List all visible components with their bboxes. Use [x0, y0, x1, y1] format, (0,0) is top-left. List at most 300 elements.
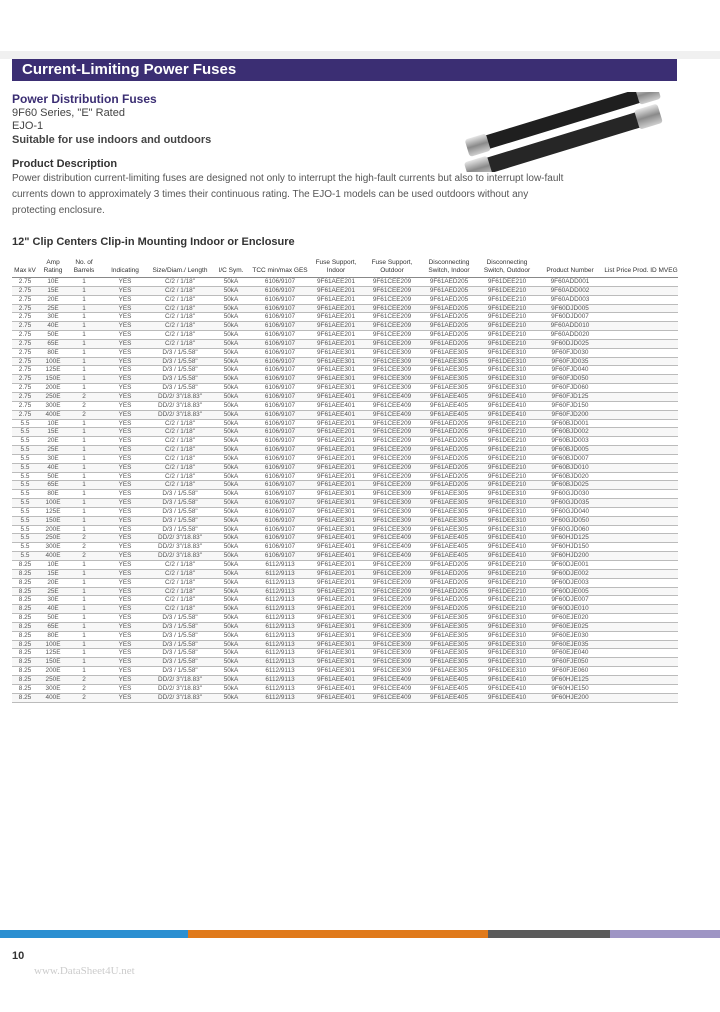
table-cell: 50kA — [223, 392, 239, 400]
table-cell: 6112/9113 — [265, 684, 295, 692]
table-cell: 9F61AEE201 — [316, 304, 356, 312]
table-cell: 50kA — [223, 286, 239, 294]
table-cell: 9F60EJE020 — [551, 614, 589, 622]
table-cell: 5.5 — [20, 525, 30, 533]
table-cell: 50kA — [223, 322, 239, 330]
table-cell: YES — [118, 446, 132, 454]
table-cell: 1 — [82, 446, 86, 454]
table-cell: 9F61DEE210 — [487, 463, 527, 471]
table-cell: DD/2/ 3"/18.83" — [158, 684, 202, 692]
table-cell: DD/2/ 3"/18.83" — [158, 410, 202, 418]
table-cell: 9F61AEE301 — [316, 516, 356, 524]
price-cell — [604, 331, 678, 339]
table-cell: C/2 / 1/18" — [165, 313, 195, 321]
table-cell: 9F61AEE305 — [429, 348, 469, 356]
table-cell: 8.25 — [18, 658, 32, 666]
table-cell: 125E — [45, 366, 61, 374]
table-cell: 9F60ADD010 — [550, 322, 590, 330]
table-cell: 6106/9107 — [264, 472, 296, 480]
table-cell: 9F60FJE060 — [551, 667, 589, 675]
table-cell: 250E — [45, 675, 61, 683]
table-cell: 9F61DEE410 — [487, 392, 527, 400]
table-cell: 65E — [47, 481, 59, 489]
table-cell: 2.75 — [18, 375, 32, 383]
table-cell: 8.25 — [18, 605, 32, 613]
price-cell — [604, 534, 678, 542]
table-cell: 9F60DJD025 — [551, 339, 589, 347]
table-cell: 9F61CEE309 — [372, 640, 412, 648]
table-cell: 6106/9107 — [264, 516, 296, 524]
table-row — [12, 534, 678, 543]
price-cell — [604, 411, 678, 419]
table-cell: 8.25 — [18, 614, 32, 622]
table-cell: 9F61CEE309 — [372, 658, 412, 666]
table-cell: YES — [118, 675, 132, 683]
table-cell: 9F60FJD150 — [551, 401, 589, 409]
table-cell: 50kA — [223, 614, 239, 622]
table-cell: 9F60BJD002 — [551, 428, 589, 436]
table-cell: 1 — [82, 561, 86, 568]
table-cell: 6106/9107 — [264, 357, 296, 365]
table-cell: 1 — [82, 499, 86, 507]
table-cell: 9F61CEE209 — [372, 446, 412, 454]
table-row — [12, 632, 678, 641]
table-cell: 50kA — [223, 481, 239, 489]
table-cell: 9F60BJD001 — [551, 419, 589, 427]
table-cell: YES — [118, 667, 132, 675]
table-cell: 9F61AEE305 — [429, 357, 469, 365]
price-cell — [604, 543, 678, 551]
table-cell: 6106/9107 — [264, 463, 296, 471]
table-cell: 6106/9107 — [264, 313, 296, 321]
top-strip — [0, 51, 720, 59]
table-cell: 150E — [45, 375, 61, 383]
table-cell: 1 — [82, 331, 86, 339]
table-cell: 50kA — [223, 534, 239, 542]
table-cell: 9F61CEE309 — [372, 516, 412, 524]
table-row — [12, 658, 678, 667]
table-cell: 50kA — [223, 561, 239, 568]
table-cell: 2 — [82, 410, 86, 418]
table-row — [12, 543, 678, 552]
table-cell: 5.5 — [20, 437, 30, 445]
table-cell: 2 — [82, 534, 86, 542]
table-cell: 6112/9113 — [265, 622, 295, 630]
table-cell: C/2 / 1/18" — [165, 446, 195, 454]
table-cell: 9F61DEE310 — [487, 357, 527, 365]
table-cell: 9F61DEE410 — [487, 684, 527, 692]
table-cell: 9F61AED205 — [429, 313, 469, 321]
table-cell: 9F61DEE210 — [487, 419, 527, 427]
table-cell: 1 — [82, 463, 86, 471]
table-cell: 6106/9107 — [264, 419, 296, 427]
table-cell: 1 — [82, 313, 86, 321]
table-cell: 6106/9107 — [264, 366, 296, 374]
table-cell: 9F61CEE209 — [372, 339, 412, 347]
table-cell: 1 — [82, 286, 86, 294]
model-label: EJO-1 — [12, 120, 44, 132]
specs-table — [12, 252, 678, 703]
table-cell: YES — [118, 569, 132, 577]
table-cell: 25E — [47, 446, 59, 454]
table-cell: 9F61AED205 — [429, 437, 469, 445]
table-cell: 9F60HJE150 — [551, 684, 589, 692]
table-cell: 9F61AEE405 — [429, 401, 469, 409]
table-cell: 9F61AEE201 — [316, 578, 356, 586]
table-cell: 50kA — [223, 463, 239, 471]
table-cell: 50kA — [223, 472, 239, 480]
price-cell — [604, 526, 678, 534]
table-cell: 9F61AEE201 — [316, 331, 356, 339]
column-header: Disconnecting Switch, Indoor — [428, 259, 470, 274]
table-cell: 9F61CEE209 — [372, 587, 412, 595]
table-cell: 9F60FJD030 — [551, 348, 589, 356]
table-cell: 300E — [45, 684, 61, 692]
table-row — [12, 508, 678, 517]
table-cell: YES — [118, 596, 132, 604]
table-row — [12, 605, 678, 614]
table-cell: 9F61AED205 — [429, 428, 469, 436]
table-cell: 40E — [47, 605, 59, 613]
table-cell: 9F61CEE309 — [372, 525, 412, 533]
table-row — [12, 287, 678, 296]
table-cell: 9F61DEE210 — [487, 587, 527, 595]
table-cell: D/3 / 1/5.58" — [162, 490, 198, 498]
price-cell — [604, 676, 678, 684]
table-cell: C/2 / 1/18" — [165, 596, 195, 604]
watermark: www.DataSheet4U.net — [34, 965, 135, 977]
table-row — [12, 384, 678, 393]
column-header: List Price Prod. ID MVEG — [604, 267, 678, 274]
table-cell: 50kA — [223, 419, 239, 427]
table-cell: C/2 / 1/18" — [165, 437, 195, 445]
table-cell: DD/2/ 3"/18.83" — [158, 543, 202, 551]
table-cell: 8.25 — [18, 640, 32, 648]
section-title: Power Distribution Fuses — [12, 92, 157, 106]
table-cell: 9F61DEE210 — [487, 331, 527, 339]
table-cell: 9F60DJE007 — [551, 596, 589, 604]
table-cell: 9F60DJE010 — [551, 605, 589, 613]
table-row — [12, 455, 678, 464]
table-cell: 50kA — [223, 278, 239, 285]
table-cell: 50kA — [223, 622, 239, 630]
table-cell: 50kA — [223, 543, 239, 551]
table-cell: 6106/9107 — [264, 454, 296, 462]
table-cell: 9F61AED205 — [429, 295, 469, 303]
table-cell: 2.75 — [18, 339, 32, 347]
table-cell: 9F61AEE201 — [316, 472, 356, 480]
table-cell: YES — [118, 410, 132, 418]
table-cell: D/3 / 1/5.58" — [162, 649, 198, 657]
table-cell: 6106/9107 — [264, 490, 296, 498]
table-cell: 8.25 — [18, 587, 32, 595]
table-cell: 9F61AED205 — [429, 419, 469, 427]
table-cell: 9F61AEE201 — [316, 313, 356, 321]
price-cell — [604, 490, 678, 498]
table-cell: 1 — [82, 375, 86, 383]
table-cell: YES — [118, 357, 132, 365]
table-cell: 1 — [82, 357, 86, 365]
price-cell — [604, 358, 678, 366]
price-cell — [604, 296, 678, 304]
table-cell: 6112/9113 — [265, 578, 295, 586]
price-cell — [604, 313, 678, 321]
table-cell: 2 — [82, 392, 86, 400]
table-cell: 9F61AED205 — [429, 569, 469, 577]
table-cell: D/3 / 1/5.58" — [162, 507, 198, 515]
table-cell: 125E — [45, 507, 61, 515]
table-cell: 9F61AEE305 — [429, 366, 469, 374]
table-cell: 9F60FJE050 — [551, 658, 589, 666]
table-row — [12, 526, 678, 535]
table-cell: 9F61DEE410 — [487, 410, 527, 418]
table-cell: 6106/9107 — [264, 543, 296, 551]
table-cell: 2.75 — [18, 286, 32, 294]
table-row — [12, 570, 678, 579]
table-cell: 9F61AEE301 — [316, 525, 356, 533]
table-row — [12, 499, 678, 508]
table-row — [12, 349, 678, 358]
table-cell: 2.75 — [18, 331, 32, 339]
table-row — [12, 481, 678, 490]
table-cell: 9F61DEE210 — [487, 278, 527, 285]
table-cell: 9F61CEE209 — [372, 596, 412, 604]
table-cell: 6106/9107 — [264, 446, 296, 454]
table-cell: YES — [118, 322, 132, 330]
table-cell: 50kA — [223, 631, 239, 639]
table-cell: 9F61AEE305 — [429, 384, 469, 392]
table-cell: 5.5 — [20, 499, 30, 507]
table-cell: 1 — [82, 578, 86, 586]
table-cell: 6106/9107 — [264, 384, 296, 392]
table-cell: 300E — [45, 543, 61, 551]
table-cell: C/2 / 1/18" — [165, 331, 195, 339]
table-cell: 50kA — [223, 684, 239, 692]
table-row — [12, 667, 678, 676]
table-cell: 9F61DEE210 — [487, 286, 527, 294]
table-cell: 9F61DEE210 — [487, 561, 527, 568]
price-cell — [604, 464, 678, 472]
table-cell: 6106/9107 — [264, 507, 296, 515]
table-cell: 9F61AEE405 — [429, 410, 469, 418]
table-cell: 50kA — [223, 375, 239, 383]
table-cell: C/2 / 1/18" — [165, 419, 195, 427]
table-cell: 5.5 — [20, 428, 30, 436]
table-cell: 9F61AEE201 — [316, 437, 356, 445]
table-cell: 9F61DEE310 — [487, 348, 527, 356]
price-cell — [604, 588, 678, 596]
table-cell: 9F61CEE209 — [372, 454, 412, 462]
column-header: Disconnecting Switch, Outdoor — [483, 259, 531, 274]
table-cell: 9F61AED205 — [429, 331, 469, 339]
table-cell: 9F61DEE210 — [487, 428, 527, 436]
table-cell: 1 — [82, 454, 86, 462]
table-cell: 6106/9107 — [264, 375, 296, 383]
table-cell: YES — [118, 366, 132, 374]
table-cell: 1 — [82, 339, 86, 347]
table-cell: 9F61AEE305 — [429, 499, 469, 507]
table-cell: 9F60GJD040 — [550, 507, 589, 515]
table-cell: 9F61AEE301 — [316, 384, 356, 392]
table-cell: YES — [118, 561, 132, 568]
table-cell: 2.75 — [18, 295, 32, 303]
table-cell: 2.75 — [18, 357, 32, 365]
table-cell: 9F61AED205 — [429, 561, 469, 568]
table-cell: 9F61CEE409 — [372, 534, 412, 542]
table-heading: 12" Clip Centers Clip-in Mounting Indoor or Enclosure — [12, 236, 295, 248]
table-cell: 9F60DJE003 — [551, 578, 589, 586]
table-cell: 9F60FJD050 — [551, 375, 589, 383]
table-cell: 6106/9107 — [264, 286, 296, 294]
table-cell: 9F61CEE209 — [372, 428, 412, 436]
table-cell: 9F60HJD150 — [551, 543, 589, 551]
table-cell: YES — [118, 578, 132, 586]
table-cell: YES — [118, 631, 132, 639]
table-cell: 8.25 — [18, 693, 32, 701]
table-cell: 9F61AED205 — [429, 278, 469, 285]
table-cell: C/2 / 1/18" — [165, 295, 195, 303]
table-cell: 9F61AEE201 — [316, 605, 356, 613]
table-cell: 9F61DEE310 — [487, 525, 527, 533]
table-cell: 9F61CEE409 — [372, 552, 412, 560]
table-cell: 50kA — [223, 667, 239, 675]
table-cell: 9F61AED205 — [429, 446, 469, 454]
table-row — [12, 561, 678, 570]
table-cell: 6106/9107 — [264, 339, 296, 347]
table-cell: 9F60BJD025 — [551, 481, 589, 489]
table-cell: YES — [118, 375, 132, 383]
table-cell: 8.25 — [18, 622, 32, 630]
table-cell: YES — [118, 286, 132, 294]
table-cell: 9F61DEE210 — [487, 596, 527, 604]
table-cell: 9F61CEE209 — [372, 437, 412, 445]
table-cell: 5.5 — [20, 490, 30, 498]
table-cell: YES — [118, 278, 132, 285]
table-cell: DD/2/ 3"/18.83" — [158, 675, 202, 683]
table-cell: 9F61CEE309 — [372, 499, 412, 507]
table-cell: 30E — [47, 454, 59, 462]
table-cell: 200E — [45, 525, 61, 533]
table-cell: 1 — [82, 596, 86, 604]
table-cell: 1 — [82, 304, 86, 312]
table-cell: YES — [118, 693, 132, 701]
table-cell: 2.75 — [18, 304, 32, 312]
column-header: Size/Diam./ Length — [152, 267, 208, 274]
table-cell: 65E — [47, 622, 59, 630]
price-cell — [604, 322, 678, 330]
table-cell: 6106/9107 — [264, 331, 296, 339]
table-cell: 1 — [82, 481, 86, 489]
table-cell: YES — [118, 640, 132, 648]
table-row — [12, 473, 678, 482]
table-cell: 9F61CEE209 — [372, 481, 412, 489]
table-cell: 9F61DEE210 — [487, 472, 527, 480]
table-cell: 9F61CEE309 — [372, 490, 412, 498]
table-cell: 9F61AEE301 — [316, 490, 356, 498]
table-cell: 50kA — [223, 649, 239, 657]
table-cell: 1 — [82, 507, 86, 515]
table-cell: 9F61AEE301 — [316, 622, 356, 630]
table-cell: 9F61DEE410 — [487, 675, 527, 683]
table-cell: YES — [118, 304, 132, 312]
price-cell — [604, 632, 678, 640]
table-cell: 9F60BJD007 — [551, 454, 589, 462]
table-cell: DD/2/ 3"/18.83" — [158, 693, 202, 701]
table-cell: 9F61AEE305 — [429, 667, 469, 675]
table-cell: 400E — [45, 693, 61, 701]
table-cell: 10E — [47, 419, 59, 427]
table-cell: 9F61DEE410 — [487, 552, 527, 560]
price-cell — [604, 455, 678, 463]
table-cell: 9F61DEE210 — [487, 295, 527, 303]
table-cell: 2.75 — [18, 401, 32, 409]
table-cell: YES — [118, 348, 132, 356]
table-cell: 6112/9113 — [265, 693, 295, 701]
table-cell: 9F61AED205 — [429, 605, 469, 613]
table-cell: 1 — [82, 278, 86, 285]
table-cell: 9F61AEE301 — [316, 348, 356, 356]
table-row — [12, 437, 678, 446]
table-cell: 50kA — [223, 640, 239, 648]
table-cell: D/3 / 1/5.58" — [162, 499, 198, 507]
table-cell: 9F61CEE209 — [372, 578, 412, 586]
table-cell: 9F60DJE001 — [551, 561, 589, 568]
table-cell: 9F61AEE401 — [316, 693, 356, 701]
table-cell: 1 — [82, 614, 86, 622]
table-cell: 6106/9107 — [264, 481, 296, 489]
table-cell: 9F61AEE201 — [316, 286, 356, 294]
price-cell — [604, 499, 678, 507]
table-cell: 9F61CEE209 — [372, 295, 412, 303]
table-cell: 50kA — [223, 516, 239, 524]
table-cell: 1 — [82, 658, 86, 666]
table-cell: 8.25 — [18, 667, 32, 675]
table-cell: 2 — [82, 552, 86, 560]
table-cell: 9F61AEE201 — [316, 561, 356, 568]
price-cell — [604, 596, 678, 604]
table-cell: 9F61CEE409 — [372, 675, 412, 683]
table-cell: 9F61AED205 — [429, 304, 469, 312]
table-cell: 9F61AEE305 — [429, 649, 469, 657]
table-cell: 8.25 — [18, 675, 32, 683]
price-cell — [604, 685, 678, 693]
table-cell: C/2 / 1/18" — [165, 481, 195, 489]
table-cell: 50kA — [223, 605, 239, 613]
table-cell: 9F61CEE409 — [372, 684, 412, 692]
table-cell: YES — [118, 401, 132, 409]
table-cell: 9F60BJD003 — [551, 437, 589, 445]
table-cell: 9F61CEE209 — [372, 463, 412, 471]
price-cell — [604, 428, 678, 436]
price-cell — [604, 658, 678, 666]
table-cell: 6112/9113 — [265, 596, 295, 604]
table-cell: 9F61CEE409 — [372, 693, 412, 701]
table-row — [12, 305, 678, 314]
price-cell — [604, 649, 678, 657]
table-cell: 9F61AEE301 — [316, 614, 356, 622]
table-cell: YES — [118, 437, 132, 445]
column-header: Amp Rating — [43, 259, 63, 274]
price-cell — [604, 570, 678, 578]
table-cell: 9F61CEE409 — [372, 401, 412, 409]
table-cell: 5.5 — [20, 543, 30, 551]
table-cell: 9F61AED205 — [429, 463, 469, 471]
table-cell: 1 — [82, 640, 86, 648]
table-cell: 9F60HJE125 — [551, 675, 589, 683]
table-cell: 50kA — [223, 437, 239, 445]
table-cell: 9F61AEE305 — [429, 375, 469, 383]
table-cell: 9F61AEE405 — [429, 675, 469, 683]
